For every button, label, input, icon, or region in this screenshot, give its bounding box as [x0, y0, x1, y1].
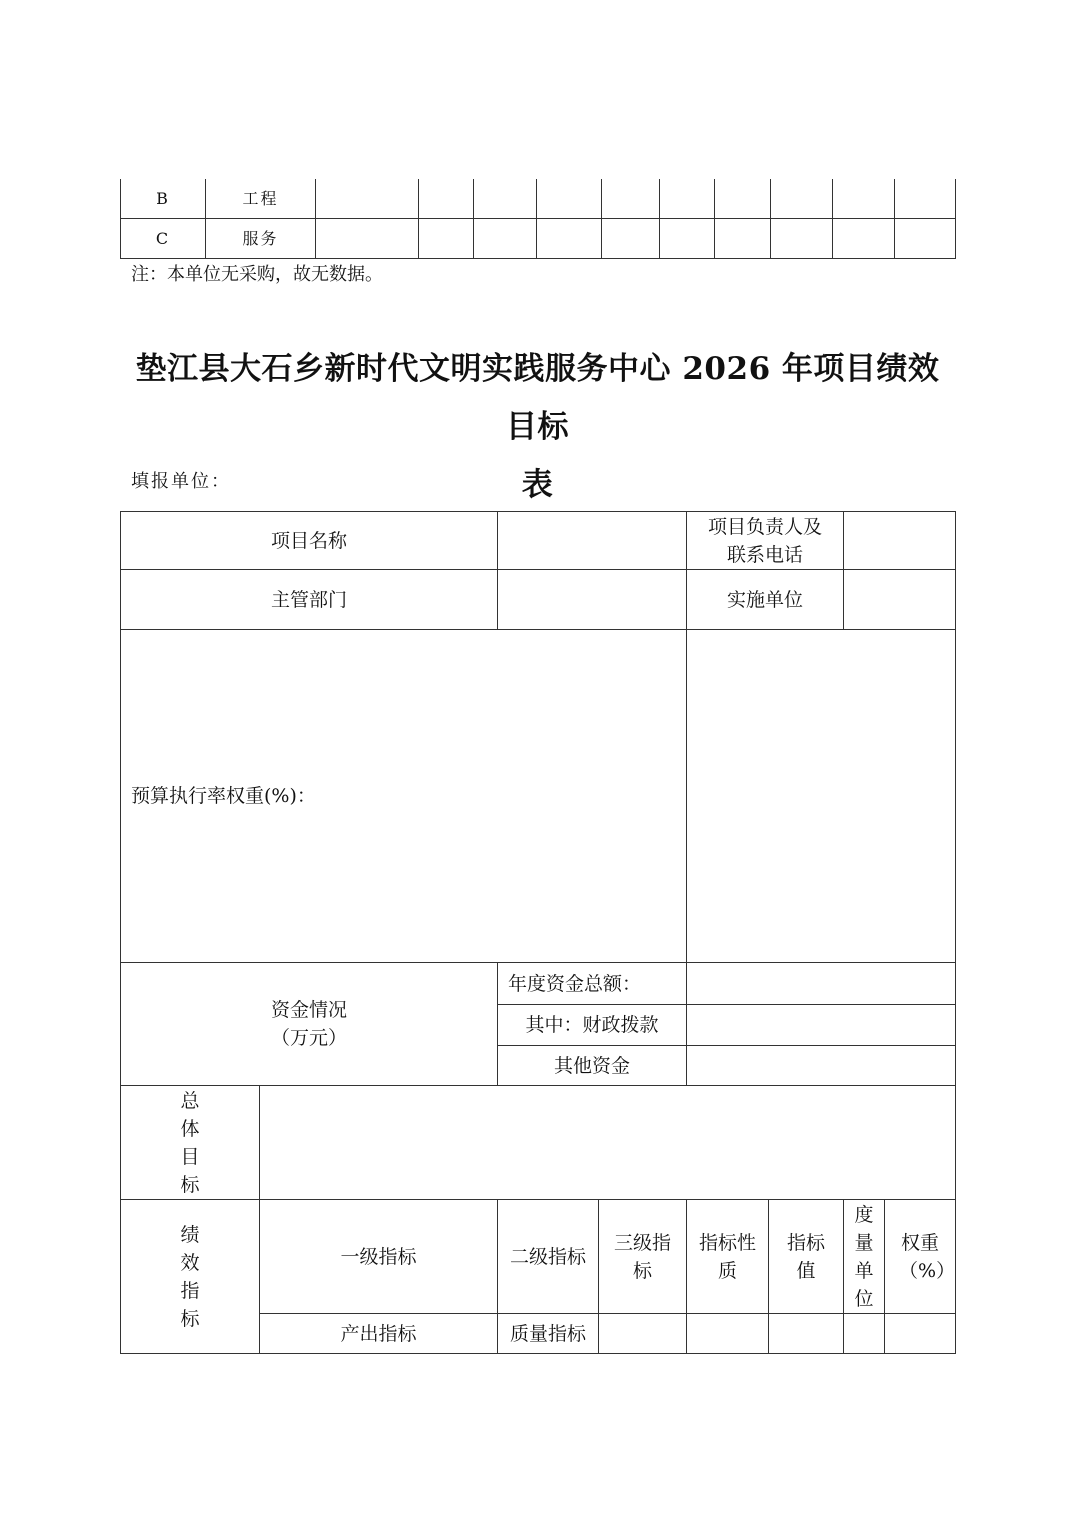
- table-row: [121, 963, 956, 1005]
- impl-unit-label: 实施单位: [687, 570, 844, 630]
- project-leader-text: 项目负责人及联系电话: [708, 515, 823, 566]
- header-unit: [844, 1200, 885, 1314]
- row-level1: 产出指标: [260, 1314, 498, 1354]
- row-level3: [599, 1314, 687, 1354]
- funds-label: [121, 963, 498, 1086]
- procurement-table: [120, 179, 956, 259]
- table-row: [121, 1086, 956, 1200]
- funds-unit-text: （万元）: [271, 1027, 348, 1049]
- row-code: C: [121, 219, 206, 259]
- project-name-label: 项目名称: [121, 512, 498, 570]
- row-value: [769, 1314, 844, 1354]
- row-level2: 质量指标: [498, 1314, 599, 1354]
- fiscal-label: 其中：财政拨款: [498, 1005, 687, 1046]
- row-unit: [844, 1314, 885, 1354]
- project-leader-label: [687, 512, 844, 570]
- overall-goal-value: [260, 1086, 956, 1200]
- header-level3: [599, 1200, 687, 1314]
- overall-goal-label: [121, 1086, 260, 1200]
- header-nature: [687, 1200, 769, 1314]
- table-row: [121, 570, 956, 630]
- title-line-1: 垫江县大石乡新时代文明实践服务中心 2026 年项目绩效目标: [135, 351, 940, 445]
- funds-label-text: 资金情况: [271, 999, 348, 1021]
- impl-unit-value: [844, 570, 956, 630]
- page-title: [120, 340, 955, 514]
- table-row: [121, 512, 956, 570]
- perf-indicator-label: [121, 1200, 260, 1354]
- procurement-note: 注：本单位无采购，故无数据。: [131, 264, 383, 285]
- annual-total-label: 年度资金总额：: [498, 963, 687, 1005]
- header-weight: [885, 1200, 956, 1314]
- annual-total-value: [687, 963, 956, 1005]
- budget-weight-value: [687, 630, 956, 963]
- table-row: [121, 179, 956, 219]
- fiscal-value: [687, 1005, 956, 1046]
- dept-label: 主管部门: [121, 570, 498, 630]
- header-weight-text: 权重（%）: [899, 1231, 956, 1282]
- row-code: B: [121, 179, 206, 219]
- header-level2: 二级指标: [498, 1200, 599, 1314]
- table-row: [121, 219, 956, 259]
- title-line-2: 表: [521, 467, 554, 503]
- table-row: [121, 1200, 956, 1314]
- header-unit-text: 度量单位: [854, 1203, 874, 1310]
- other-funds-label: 其他资金: [498, 1046, 687, 1086]
- header-value: [769, 1200, 844, 1314]
- row-type: 服务: [206, 219, 316, 259]
- fill-unit-label: 填报单位：: [131, 471, 231, 492]
- table-row: [121, 630, 956, 963]
- row-weight: [885, 1314, 956, 1354]
- budget-weight-label: 预算执行率权重(%)：: [121, 630, 687, 963]
- project-name-value: [498, 512, 687, 570]
- perf-indicator-text: 绩效指标: [180, 1223, 200, 1330]
- project-leader-value: [844, 512, 956, 570]
- header-nature-text: 指标性质: [699, 1231, 757, 1282]
- dept-value: [498, 570, 687, 630]
- overall-goal-text: 总体目标: [180, 1089, 200, 1196]
- other-funds-value: [687, 1046, 956, 1086]
- row-type: 工程: [206, 179, 316, 219]
- row-nature: [687, 1314, 769, 1354]
- header-level3-text: 三级指标: [614, 1231, 672, 1282]
- header-value-text: 指标值: [787, 1231, 826, 1282]
- performance-target-table: [120, 511, 956, 1354]
- header-level1: 一级指标: [260, 1200, 498, 1314]
